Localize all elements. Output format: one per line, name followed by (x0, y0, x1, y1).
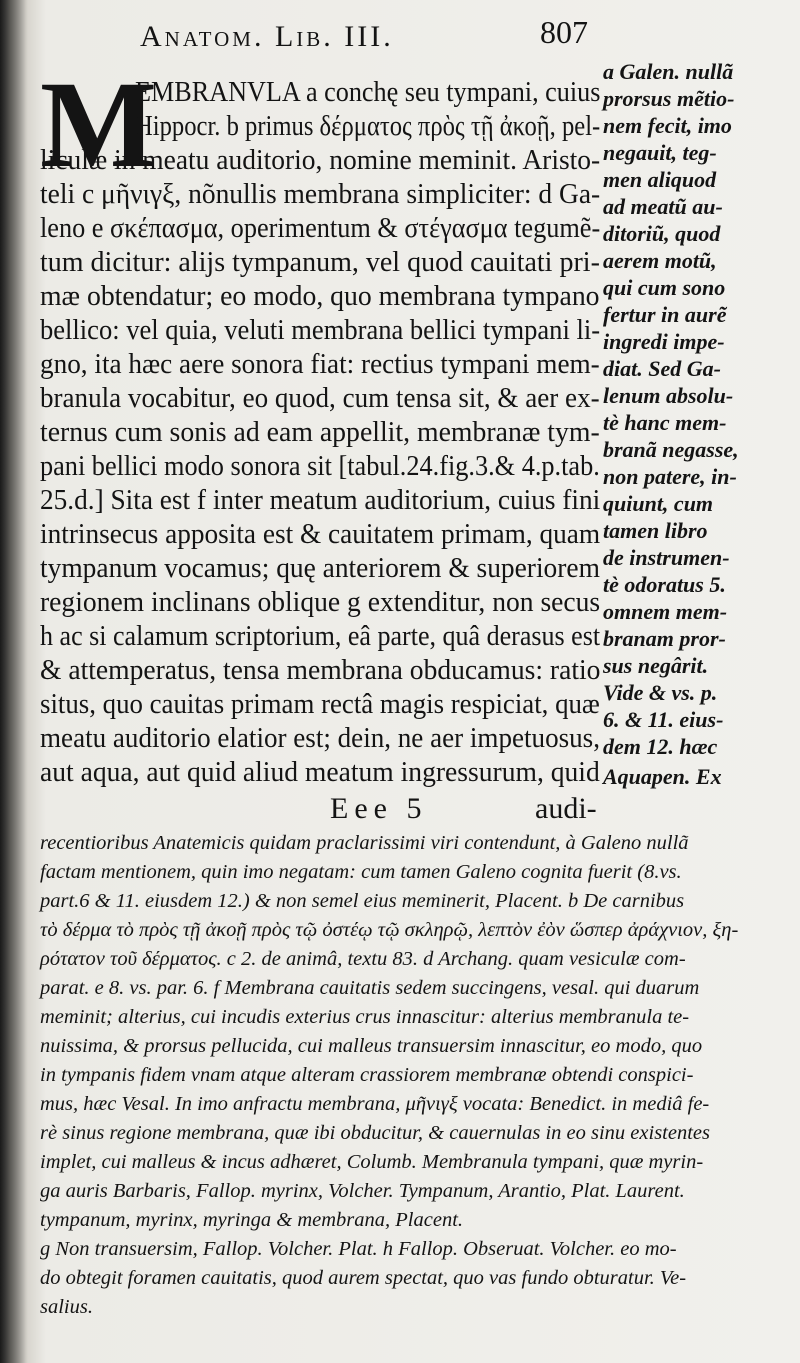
page-number: 807 (540, 14, 588, 50)
marginal-line: 6. & 11. eius- (603, 707, 724, 732)
text-line: tympanum vocamus; quę anteriorem & superiorem (40, 552, 600, 584)
text-line: situs, quo cauitas primam rectâ magis respiciat, quæ (40, 688, 600, 720)
footnote-line: parat. e 8. vs. par. 6. f Membrana cauitatis sedem succingens, vesal. qui duarum (40, 977, 700, 999)
text-line: teli c μῆνιγξ, nõnullis membrana simpliciter: d Ga- (40, 178, 601, 210)
footnote-line: rè sinus regione membrana, quæ ibi obducitur, & cauernulas in eo sinu existentes (40, 1122, 710, 1144)
marginal-notes (603, 58, 798, 828)
marginal-line: diat. Sed Ga- (603, 356, 721, 381)
footnotes (40, 830, 800, 1350)
marginal-line: fertur in aurẽ (603, 302, 727, 327)
marginal-line: dem 12. hæc (603, 734, 718, 759)
text-line: ternus cum sonis ad eam appellit, membranæ tym- (40, 416, 600, 448)
marginal-line: quiunt, cum (603, 491, 714, 516)
footnote-line: g Non transuersim, Fallop. Volcher. Plat. h Fallop. Obseruat. Volcher. eo mo- (40, 1238, 677, 1260)
text-line: gno, ita hæc aere sonora fiat: rectius tympani mem- (40, 348, 600, 380)
marginal-line: de instrumen- (603, 545, 730, 570)
signature-mark: Eee 5 (330, 792, 428, 825)
footnote-line: τὸ δέρμα τὸ πρὸς τῇ ἀκοῇ πρὸς τῷ ὀστέῳ τῷ σκληρῷ, λεπτὸν ἐὸν ὥσπερ ἀράχνιον, ξη- (40, 919, 739, 941)
text-line: aut aqua, aut quid aliud meatum ingressurum, quid (40, 756, 600, 788)
marginal-line: non patere, in- (603, 464, 737, 489)
marginal-line: Aquapen. Ex (603, 764, 722, 789)
marginal-line: sus negârit. (603, 653, 709, 678)
footnote-line: tympanum, myrinx, myringa & membrana, Placent. (40, 1209, 464, 1231)
marginal-line: tamen libro (603, 518, 708, 543)
text-line: leno e σκέπασμα, operimentum & στέγασμα tegumẽ- (40, 212, 601, 244)
running-head: Anatom. Lib. III. (140, 20, 394, 53)
text-line: bellico: vel quia, veluti membrana bellici tympani li- (40, 314, 601, 346)
footnote-line: implet, cui malleus & incus adhæret, Columb. Membranula tympani, quæ myrin- (40, 1151, 704, 1173)
marginal-line: ingredi impe- (603, 329, 725, 354)
text-line: mæ obtendatur; eo modo, quo membrana tympano (40, 280, 600, 312)
marginal-line: omnem mem- (603, 599, 728, 624)
gutter-shadow (0, 0, 28, 1363)
text-line: branula vocabitur, eo quod, cum tensa sit, & aer ex- (40, 382, 600, 414)
page-header (120, 10, 590, 54)
main-text-block (40, 56, 601, 790)
marginal-line: ad meatũ au- (603, 194, 723, 219)
footnote-line: ρότατον τοῦ δέρματος. c 2. de animâ, textu 83. d Archang. quam vesiculæ com- (40, 948, 686, 970)
footnote-line: mus, hæc Vesal. In imo anfractu membrana, μῆνιγξ vocata: Benedict. in mediâ fe- (40, 1093, 710, 1115)
marginal-line: branã negasse, (603, 437, 739, 462)
footnote-line: meminit; alterius, cui incudis exterius crus innascitur: alterius membranula te- (40, 1006, 690, 1028)
footnote-line: factam mentionem, quin imo negatam: cum tamen Galeno cognita fuerit (8.vs. (40, 861, 682, 883)
text-line: h ac si calamum scriptorium, eâ parte, quâ derasus est (40, 620, 601, 652)
marginal-line: ditoriũ, quod (603, 221, 721, 246)
marginal-line: qui cum sono (603, 275, 726, 300)
text-line: Hippocr. b primus δέρματος πρὸς τῇ ἀκοῇ, pel- (135, 110, 601, 142)
marginal-line: lenum absolu- (603, 383, 734, 408)
footnote-line: ga auris Barbaris, Fallop. myrinx, Volcher. Tympanum, Arantio, Plat. Laurent. (40, 1180, 685, 1202)
footnote-line: salius. (40, 1296, 93, 1318)
text-line: pani bellici modo sonora sit [tabul.24.fig.3.& 4.p.tab. (40, 450, 600, 482)
footnote-line: do obtegit foramen cauitatis, quod aurem spectat, quo vas fundo obturatur. Ve- (40, 1267, 687, 1289)
catchword: audi- (535, 792, 597, 825)
footnote-line: part.6 & 11. eiusdem 12.) & non semel eius meminerit, Placent. b De carnibus (40, 890, 685, 912)
text-line: tum dicitur: alijs tympanum, vel quod cauitati pri- (40, 246, 600, 278)
text-line: EMBRANVLA a conchę seu tympani, cuius (135, 76, 601, 108)
footnote-line: nuissima, & prorsus pellucida, cui malleus transuersim innascitur, eo modo, quo (40, 1035, 703, 1057)
text-line: liculæ in meatu auditorio, nomine meminit. Aristo- (40, 144, 601, 176)
marginal-line: branam pror- (603, 626, 726, 651)
marginal-line: tè hanc mem- (603, 410, 727, 435)
marginal-line: men aliquod (603, 167, 717, 192)
text-line: & attemperatus, tensa membrana obducamus: ratio (40, 654, 601, 686)
marginal-line: tè odoratus 5. (603, 572, 726, 597)
text-line: 25.d.] Sita est f inter meatum auditorium, cuius fini (40, 484, 601, 516)
footnote-line: in tympanis fidem vnam atque alteram crassiorem membranæ obtendi conspici- (40, 1064, 694, 1086)
marginal-line: Vide & vs. p. (603, 680, 718, 705)
marginal-line: negauit, teg- (603, 140, 717, 165)
text-line: intrinsecus apposita est & cauitatem primam, quam (40, 518, 601, 550)
marginal-line: nem fecit, imo (603, 113, 732, 138)
text-line: regionem inclinans oblique g extenditur, non secus (40, 586, 601, 618)
drop-cap: M (40, 56, 158, 193)
marginal-line: prorsus mẽtio- (603, 86, 735, 111)
text-line: meatu auditorio elatior est; dein, ne aer impetuosus, (40, 722, 600, 754)
marginal-line: a Galen. nullã (603, 59, 734, 84)
marginal-line: aerem motũ, (603, 248, 717, 273)
footnote-line: recentioribus Anatemicis quidam praclarissimi viri contendunt, à Galeno nullã (40, 832, 689, 854)
